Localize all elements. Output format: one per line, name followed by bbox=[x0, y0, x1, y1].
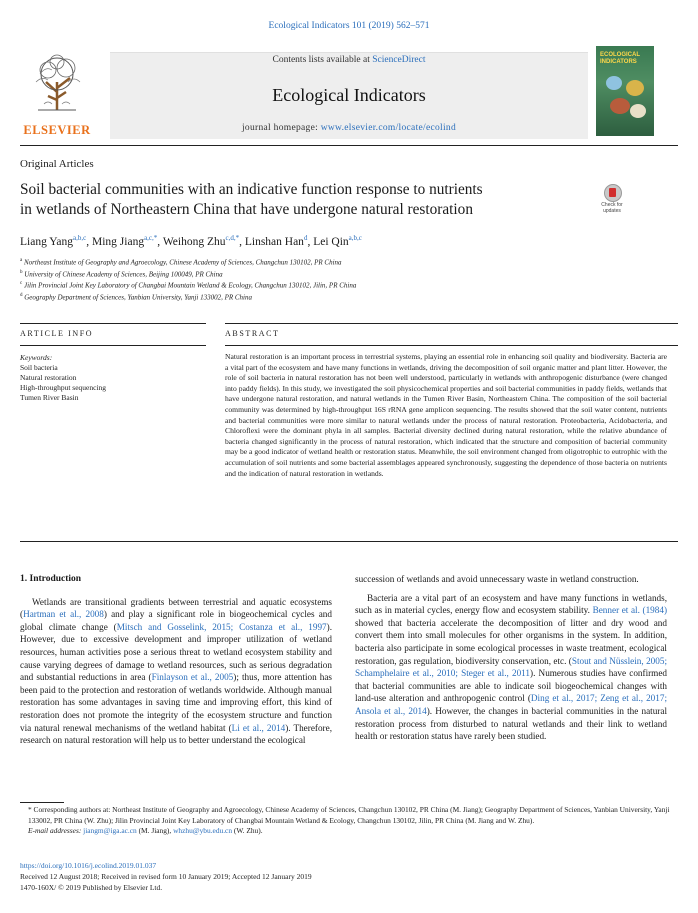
elsevier-wordmark: ELSEVIER bbox=[23, 123, 91, 137]
citation-link[interactable]: Ding et al., 2017; Zeng et al., 2017; Ansola et al., 2014 bbox=[355, 693, 668, 716]
author-list: Liang Yang$^{a,b,c}$, Ming Jiang$^{a,c,*}$, Weihong Zhu$^{c,d,*}$, Linshan Han$^d$, Lei Qin$^{a,b,c}$ bbox=[20, 234, 362, 248]
journal-title: Ecological Indicators bbox=[272, 85, 426, 105]
citation-link[interactable]: Li et al., 2014 bbox=[231, 722, 286, 733]
article-type: Original Articles bbox=[20, 158, 94, 170]
cover-photo-3 bbox=[610, 98, 630, 114]
abstract-rule bbox=[225, 323, 678, 324]
sciencedirect-link[interactable]: ScienceDirect bbox=[372, 55, 426, 65]
corresponding-author-footnote bbox=[20, 805, 672, 837]
abstract-bottom-rule bbox=[20, 541, 678, 542]
article-title-line-2: in wetlands of Northeastern China that have undergone natural restoration bbox=[20, 201, 473, 218]
check-updates-icon bbox=[604, 184, 622, 202]
contents-line bbox=[110, 55, 588, 65]
paragraph-text: ). Therefore, research on natural restoration will help us to better understand the ecological bbox=[20, 722, 332, 746]
author-name[interactable]: Ming Jiang bbox=[92, 235, 145, 248]
author-affiliation-marker[interactable]: d bbox=[303, 234, 308, 242]
keywords-block bbox=[20, 353, 106, 403]
affiliation-item bbox=[20, 268, 356, 280]
right-column bbox=[355, 573, 667, 743]
elsevier-tree-icon bbox=[26, 52, 88, 114]
affiliation-text: University of Chinese Academy of Sciences, Beijing 100049, PR China bbox=[24, 270, 223, 279]
paragraph-text: ) and play a significant role in biogeochemical cycles and global climate change ( bbox=[20, 609, 332, 632]
affiliation-text: Northeast Institute of Geography and Agroecology, Chinese Academy of Sciences, Changchun 130102, PR China bbox=[23, 258, 342, 267]
homepage-link[interactable]: www.elsevier.com/locate/ecolind bbox=[320, 123, 457, 133]
paragraph-text: ). However, due to excessive development and improper utilization of wetland resources, human activities pose a serious threat to wetland ecosystem stability and cause varying degrees of damage to wetland resources, such as serious degradation and substantial reductions in area ( bbox=[20, 621, 333, 683]
article-info-heading: ARTICLE INFO bbox=[20, 329, 94, 338]
publication-info bbox=[20, 860, 312, 893]
email-link[interactable]: jiangm@iga.ac.cn bbox=[83, 826, 137, 835]
citation-link[interactable]: Finlayson et al., 2005 bbox=[151, 672, 234, 683]
abstract-underline bbox=[225, 345, 678, 346]
abstract-text: Natural restoration is an important process in terrestrial systems, playing an essential role in enhancing soil quality and biodiversity. Bacteria are a vital part of the ecosystem and have many functions in wetlands, driving the decomposition of soil organic matter and plant litter. However, the role of soil bacteria in natural restoration has not been well understood, particularly in wetlands with anthropogenic disturbance (were changed into paddy fields). In this study, we investigated the soil physicochemical properties and soil bacterial communities in paddy fields, wetlands that have undergone natural restoration, and natural wetlands in the Tumen River Basin, Northeastern China. The composition of the soil bacterial community was determined by high-throughput 16S rRNA gene amplicon sequencing. The results showed that the soil water content, nutrients and bacterial communities were more similar to natural wetlands under the process of natural restoration. Proteobacteria, Acidobacteria, and Chloroflexi were the dominant phyla in all samples. Bacterial diversity declined during natural restoration, while the relative abundance of bacteria changed significantly in the process of natural restoration, which indicated that the structure and composition of bacterial community may be a good indicator of wetland health or restoration status. Meanwhile, the soil environment changed from oligotrophic to eutrophic with the accumulation of soil nutrients and some bacterial assemblages appeared synchronously, suggesting the dependence of those bacteria on nutrients and the indication of natural restoration in wetlands. bbox=[225, 352, 667, 478]
section-heading-introduction: 1. Introduction bbox=[20, 574, 82, 584]
affiliation-marker: a bbox=[20, 258, 23, 263]
paragraph-text: ). Numerous studies have confirmed that bacterial communities are able to indicate soil biogeochemical changes with land-use alteration and anthropogenic control ( bbox=[355, 668, 667, 704]
author-affiliation-marker[interactable]: a,c,* bbox=[144, 234, 158, 242]
author-name[interactable]: Lei Qin bbox=[313, 235, 349, 248]
citation-link[interactable]: Benner et al. (1984) bbox=[592, 605, 668, 616]
check-updates-label: Check for updates bbox=[601, 202, 623, 214]
keywords-heading: Keywords: bbox=[20, 353, 53, 362]
intro-paragraph-1 bbox=[20, 596, 332, 747]
email-addresses bbox=[20, 826, 672, 837]
corresponding-note: * Corresponding authors at: Northeast Institute of Geography and Agroecology, Chinese Academy of Sciences, Changchun 130102, PR China (M. Jiang); Geography Department of Sciences, Yanbian University, Yanji 133002, PR China (W. Zhu); Jilin Provincial Joint Key Laboratory of Changbai Mountain Wetland & Ecology, Changchun 130102, Jilin, PR China (M. Jiang and W. Zhu). bbox=[28, 805, 670, 825]
affiliation-item bbox=[20, 256, 356, 268]
cover-photo-2 bbox=[626, 80, 644, 96]
affiliation-marker: c bbox=[20, 281, 23, 287]
affiliation-marker: d bbox=[20, 293, 23, 299]
journal-masthead bbox=[20, 52, 678, 140]
citation-link[interactable]: Stout and Nüsslein, 2005; Schamphelaire et al., 2010; Steger et al., 2011 bbox=[355, 655, 667, 679]
citation-link[interactable]: Mitsch and Gosselink, 2015; Costanza et al., 1997 bbox=[116, 621, 327, 632]
article-title bbox=[20, 180, 580, 220]
paragraph-text: Wetlands are transitional gradients between terrestrial and aquatic ecosystems ( bbox=[20, 596, 332, 620]
author-affiliation-marker[interactable]: a,b,c bbox=[348, 234, 362, 242]
article-title-line-1: Soil bacterial communities with an indicative function response to nutrients bbox=[20, 181, 483, 198]
cover-photo-1 bbox=[606, 76, 622, 90]
affiliation-text: Jilin Provincial Joint Key Laboratory of Changbai Mountain Wetland & Ecology, Changchun 130102, Jilin, PR China bbox=[23, 281, 357, 290]
paragraph-text: Bacteria are a vital part of an ecosystem and have many functions in wetlands, such as in material cycles, energy flow and ecosystem stability. bbox=[355, 592, 667, 616]
email-label: E-mail addresses: bbox=[28, 826, 84, 835]
copyright-line: 1470-160X/ © 2019 Published by Elsevier Ltd. bbox=[20, 883, 163, 892]
email-owner: (W. Zhu). bbox=[232, 826, 263, 835]
check-for-updates-button[interactable] bbox=[596, 184, 626, 216]
article-info-rule bbox=[20, 323, 206, 324]
keyword-item: High-throughput sequencing bbox=[20, 383, 107, 392]
affiliation-item bbox=[20, 279, 356, 291]
paragraph-text: showed that bacteria accelerate the decomposition of litter and dry wood and convert them into small molecules for other organisms in the system. In addition, bacteria also participate in some ecological processes in waste treatment, ecological restoration, gas regulation, biodiversity conservation, etc. ( bbox=[355, 617, 667, 666]
abstract-heading: ABSTRACT bbox=[225, 329, 280, 338]
cover-title: ECOLOGICAL INDICATORS bbox=[600, 52, 640, 65]
homepage-prefix: journal homepage: bbox=[241, 123, 321, 133]
paragraph-text: ); thus, more attention has been paid to the protection and restoration of wetlands worldwide. Although manual restoration has some advantages in saving time and improving effort, this kind of restoration does not promote the integrity of the ecosystem structure and function via natural renewal mechanisms of the wetland habitat ( bbox=[20, 672, 333, 733]
received-dates: Received 12 August 2018; Received in revised form 10 January 2019; Accepted 12 January 2019 bbox=[20, 872, 312, 881]
author-name[interactable]: Linshan Han bbox=[244, 235, 304, 248]
author-affiliation-marker[interactable]: a,b,c bbox=[73, 234, 87, 242]
author-name[interactable]: Weihong Zhu bbox=[162, 235, 226, 248]
doi-link[interactable]: https://doi.org/10.1016/j.ecolind.2019.01.037 bbox=[20, 861, 157, 870]
journal-cover-image[interactable] bbox=[596, 46, 654, 136]
keyword-item: Soil bacteria bbox=[20, 363, 58, 372]
keyword-item: Tumen River Basin bbox=[20, 393, 79, 402]
author-affiliation-marker[interactable]: c,d,* bbox=[225, 234, 240, 242]
affiliation-list bbox=[20, 256, 356, 303]
contents-prefix: Contents lists available at bbox=[272, 55, 373, 65]
intro-paragraph-2 bbox=[355, 592, 667, 743]
masthead-info-panel bbox=[110, 52, 588, 139]
keyword-item: Natural restoration bbox=[20, 373, 77, 382]
email-owner: (M. Jiang), bbox=[136, 826, 174, 835]
article-info-underline bbox=[20, 345, 206, 346]
masthead-divider bbox=[20, 145, 678, 146]
affiliation-text: Geography Department of Sciences, Yanbian University, Yanji 133002, PR China bbox=[24, 293, 252, 302]
paragraph-text: ). However, the changes in bacterial communities in the natural restoration process from disturbed to natural wetlands and their link to wetland health or restoration status have rarely been studied. bbox=[355, 705, 667, 742]
elsevier-logo[interactable] bbox=[20, 52, 94, 138]
email-link[interactable]: whzhu@ybu.edu.cn bbox=[173, 826, 233, 835]
intro-paragraph-continued: succession of wetlands and avoid unnecessary waste in wetland construction. bbox=[355, 574, 639, 584]
author-name[interactable]: Liang Yang bbox=[20, 235, 74, 248]
footnote-divider bbox=[20, 802, 64, 803]
cover-photo-4 bbox=[630, 104, 646, 118]
journal-homepage bbox=[110, 123, 588, 133]
affiliation-marker: b bbox=[20, 269, 23, 275]
left-column bbox=[20, 573, 332, 747]
citation-link[interactable]: Hartman et al., 2008 bbox=[23, 609, 104, 620]
journal-reference[interactable]: Ecological Indicators 101 (2019) 562–571 bbox=[268, 21, 430, 31]
affiliation-item bbox=[20, 291, 356, 303]
